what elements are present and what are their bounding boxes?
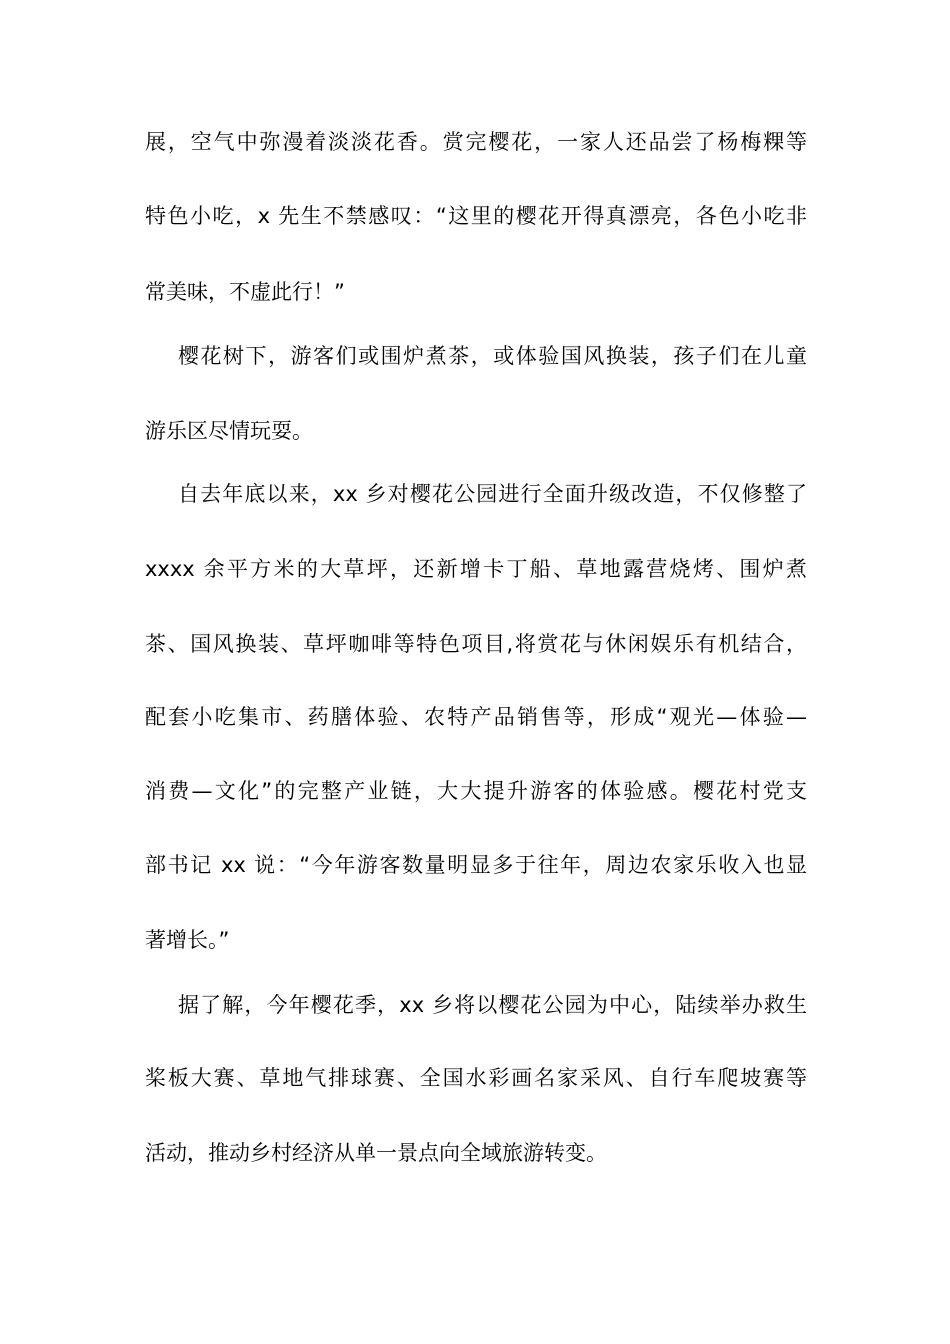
paragraph-first-line: 樱花树下，游客们或围炉煮茶，或体验国风换装，孩子们在儿童: [178, 344, 807, 368]
text-line: 配套小吃集市、药膳体验、农特产品销售等，形成“观光—体验—: [145, 705, 807, 729]
text-line: 著增长。”: [145, 928, 230, 952]
paragraph-first-line: 据了解，今年樱花季，xx 乡将以樱花公园为中心，陆续举办救生: [178, 993, 807, 1017]
text-line: 特色小吃，x 先生不禁感叹：“这里的樱花开得真漂亮，各色小吃非: [145, 204, 807, 228]
text-line: 活动，推动乡村经济从单一景点向全域旅游转变。: [145, 1141, 607, 1165]
text-line: 茶、国风换装、草坪咖啡等特色项目,将赏花与休闲娱乐有机结合，: [145, 632, 807, 656]
text-line: 桨板大赛、草地气排球赛、全国水彩画名家采风、自行车爬坡赛等: [145, 1066, 807, 1090]
text-line: 常美味，不虚此行！”: [145, 280, 345, 304]
text-line: 展，空气中弥漫着淡淡花香。赏完樱花，一家人还品尝了杨梅粿等: [145, 130, 807, 154]
text-line: 消费—文化”的完整产业链，大大提升游客的体验感。樱花村党支: [145, 779, 807, 803]
text-line: 部书记 xx 说：“今年游客数量明显多于往年，周边农家乐收入也显: [145, 853, 807, 877]
paragraph-first-line: 自去年底以来，xx 乡对樱花公园进行全面升级改造，不仅修整了: [178, 482, 807, 506]
text-line: xxxx 余平方米的大草坪，还新增卡丁船、草地露营烧烤、围炉煮: [145, 557, 807, 581]
text-line: 游乐区尽情玩耍。: [145, 419, 313, 443]
